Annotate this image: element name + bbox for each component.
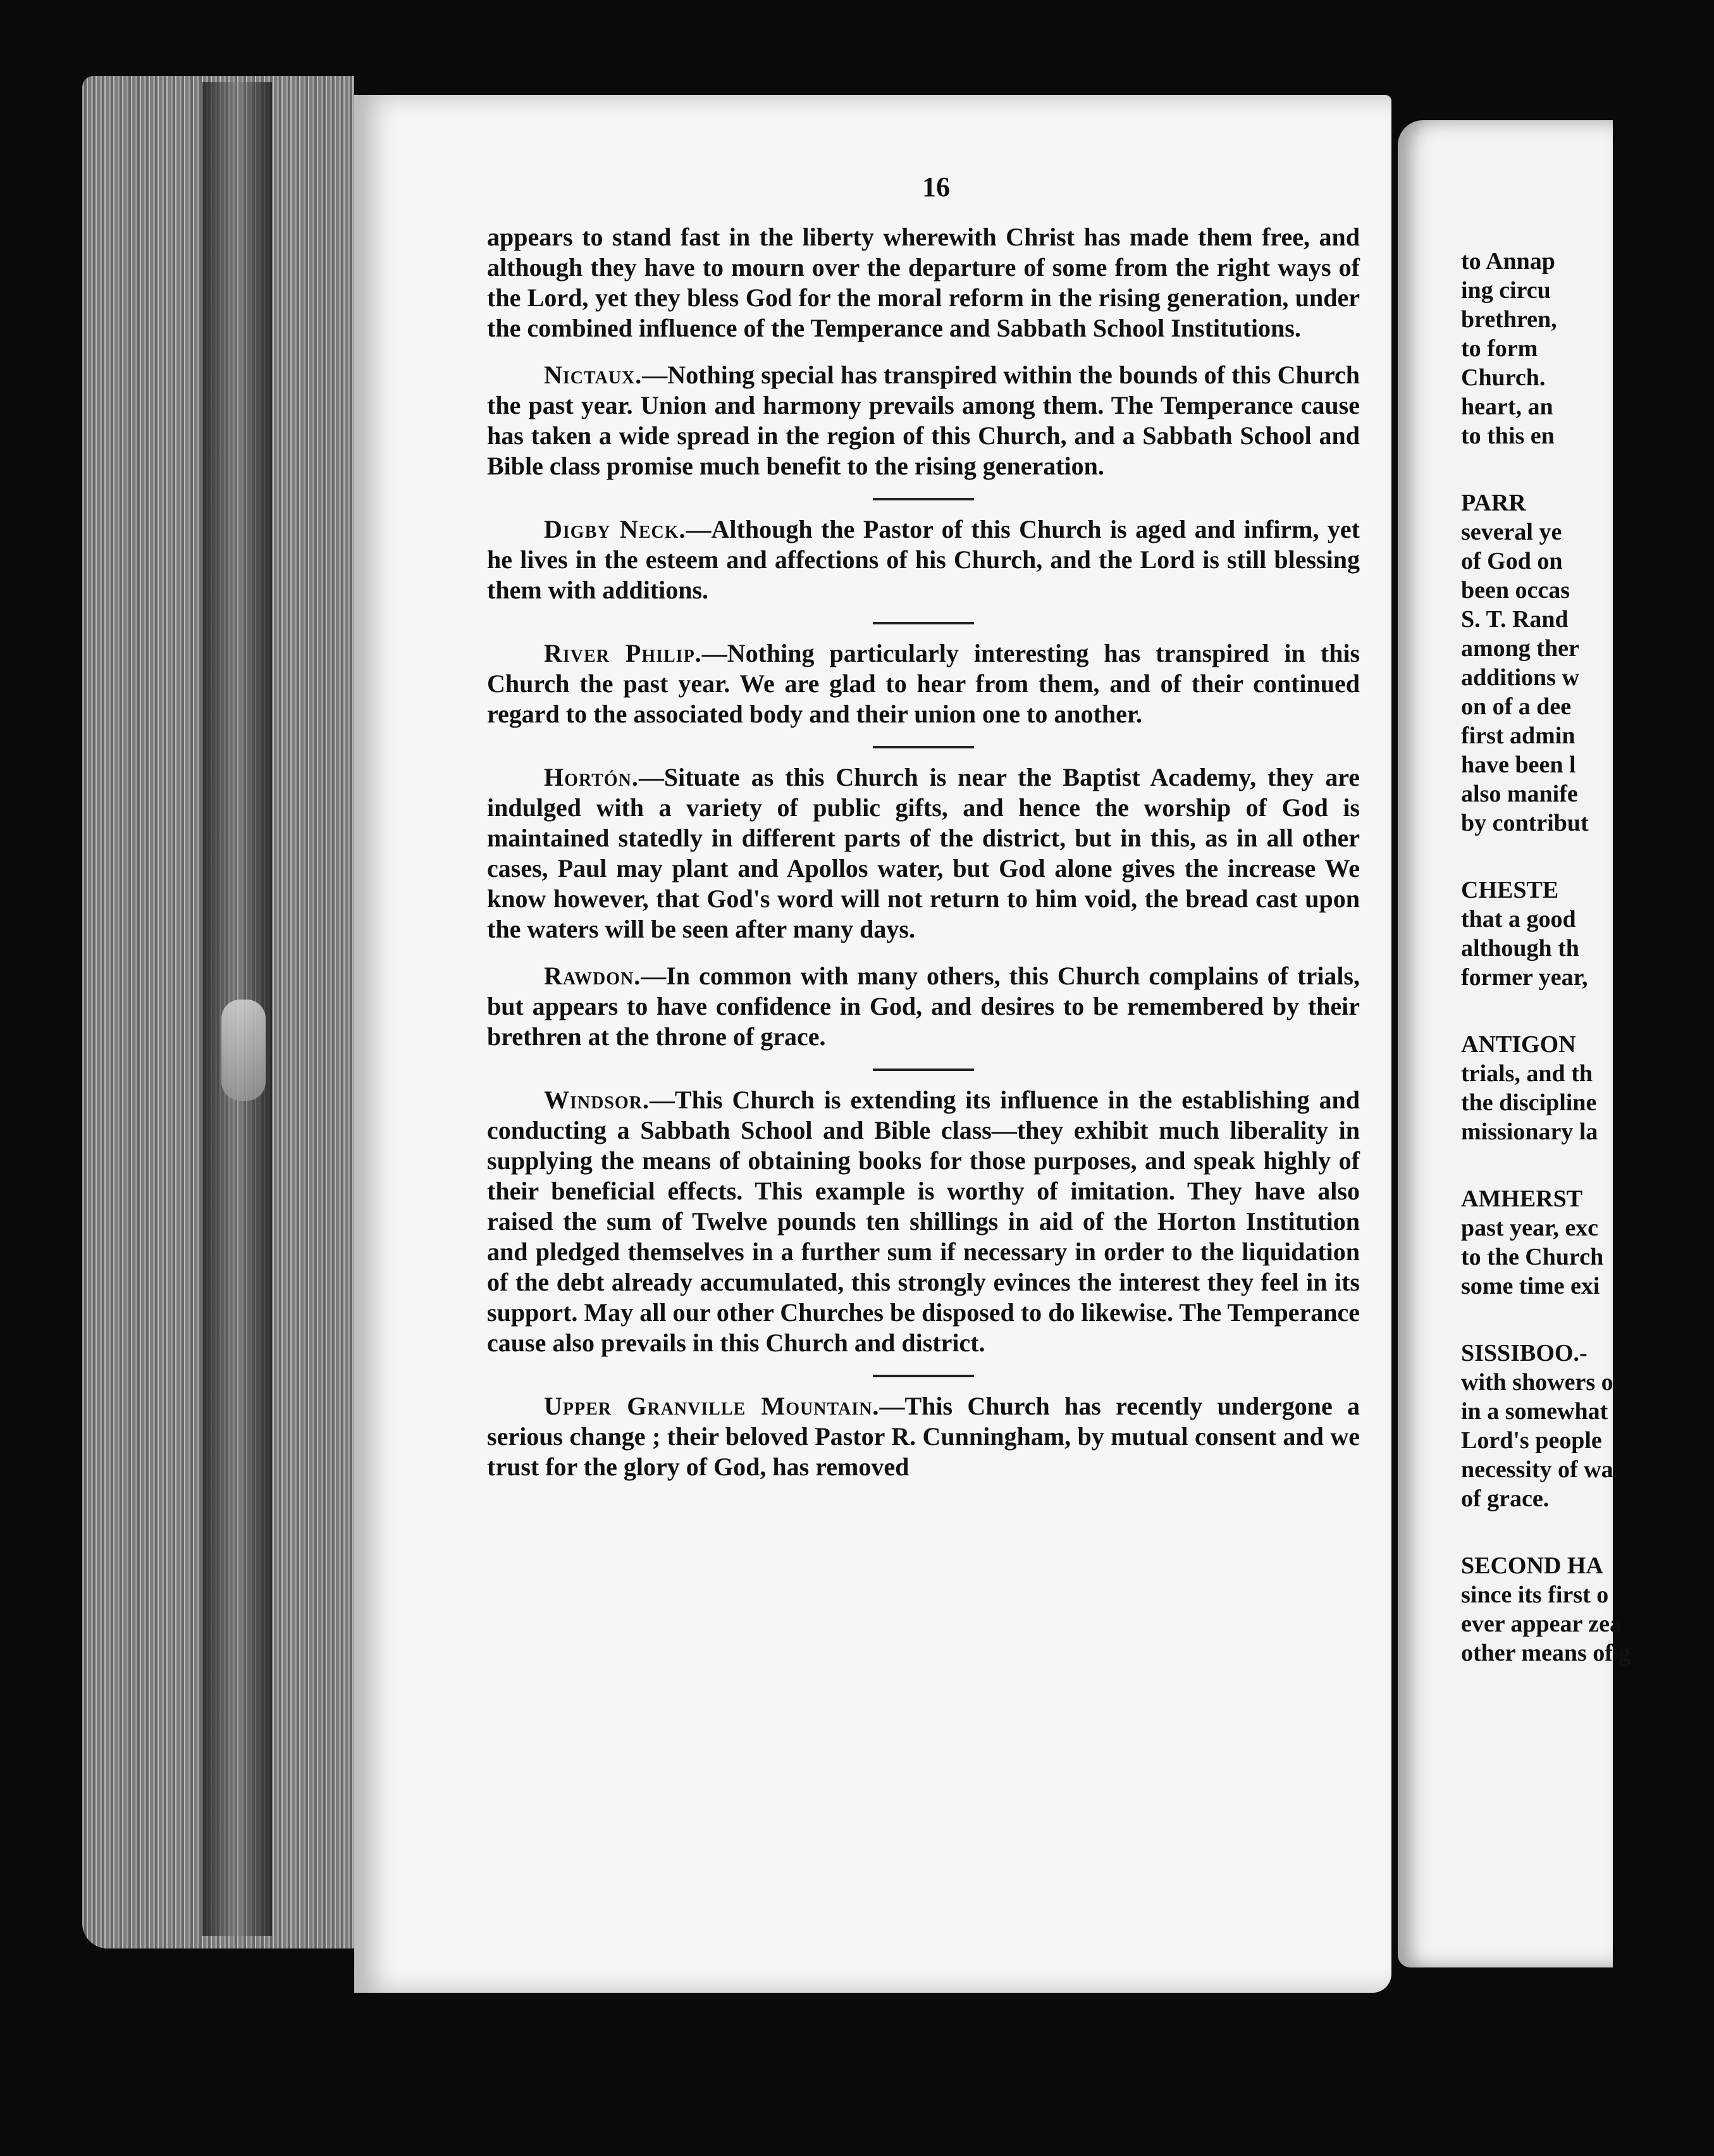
right-page-line: since its first o bbox=[1461, 1582, 1609, 1608]
church-heading: Rawdon. bbox=[544, 962, 641, 990]
right-page-line: to Annap bbox=[1461, 248, 1555, 275]
right-page-line: although th bbox=[1461, 935, 1579, 962]
right-page-line: necessity of wa bbox=[1461, 1456, 1613, 1483]
paragraph-rawdon bbox=[487, 961, 1360, 1052]
section-rule bbox=[873, 746, 974, 748]
right-page-text bbox=[1461, 247, 1714, 1668]
paragraph-gap bbox=[1461, 450, 1714, 488]
paragraph-windsor bbox=[487, 1085, 1360, 1358]
right-page-line: ing circu bbox=[1461, 277, 1551, 304]
right-page-line: several ye bbox=[1461, 519, 1562, 545]
right-page-line: been occas bbox=[1461, 577, 1570, 604]
paragraph-upper-granville bbox=[487, 1391, 1360, 1482]
section-rule bbox=[873, 498, 974, 500]
page-text bbox=[487, 171, 1360, 1499]
right-page-line: some time exi bbox=[1461, 1273, 1600, 1299]
right-page-line: to this en bbox=[1461, 423, 1555, 449]
right-page-line: brethren, bbox=[1461, 306, 1557, 333]
right-page-line: the discipline bbox=[1461, 1089, 1597, 1116]
section-rule bbox=[873, 1375, 974, 1377]
right-page-line: in a somewhat bbox=[1461, 1398, 1608, 1425]
paragraph-digby-neck bbox=[487, 514, 1360, 605]
left-page bbox=[354, 95, 1391, 1993]
paragraph-text: —This Church has recently undergone a serious change ; their beloved Pastor R. Cunningham, by mutual consent and we trust for the glory of God, has removed bbox=[487, 1392, 1360, 1481]
right-page-line: CHESTE bbox=[1461, 877, 1559, 903]
paragraph-gap bbox=[1461, 1146, 1714, 1184]
page-number: 16 bbox=[922, 171, 950, 202]
paragraph-horton bbox=[487, 762, 1360, 945]
right-page-line: Church. bbox=[1461, 364, 1546, 391]
right-page-line: heart, an bbox=[1461, 393, 1553, 420]
paragraph-text: —Although the Pastor of this Church is aged and infirm, yet he lives in the esteem and affections of his Church, and the Lord is still blessing them with additions. bbox=[487, 515, 1360, 604]
paragraph-text: appears to stand fast in the liberty wherewith Christ has made them free, and although they have to mourn over the departure of some from the right ways of the Lord, yet they bless God for the moral reform in the rising generation, under the combined influence of the Temperance and Sabbath School Institutions. bbox=[487, 223, 1360, 342]
right-page-line: by contribut bbox=[1461, 810, 1589, 836]
right-page-line: trials, and th bbox=[1461, 1060, 1593, 1087]
paragraph-gap bbox=[1461, 992, 1714, 1030]
paragraph-gap bbox=[1461, 1301, 1714, 1339]
right-page-line: AMHERST bbox=[1461, 1186, 1583, 1212]
paragraph-text: —In common with many others, this Church complains of trials, but appears to have confidence in God, and desires to be remembered by their brethren at the throne of grace. bbox=[487, 962, 1360, 1051]
right-page-line: ever appear zea bbox=[1461, 1611, 1622, 1637]
right-page-line: with showers o bbox=[1461, 1369, 1613, 1396]
right-page-line: among ther bbox=[1461, 635, 1579, 662]
right-page-line: of God on bbox=[1461, 548, 1563, 574]
right-page-line: to the Church bbox=[1461, 1244, 1604, 1270]
right-page-line: S. T. Rand bbox=[1461, 606, 1569, 633]
paragraph-text: —This Church is extending its influence in the establishing and conducting a Sabbath School and Bible class—they exhibit much liberality in supplying the means of obtaining books for those purposes, and speak highly of their beneficial effects. This example is worthy of imitation. They have also raised the sum of Twelve pounds ten shillings in aid of the Horton Institution and pledged themselves in a further sum if necessary in order to the liquidation of the debt already accumulated, this strongly evinces the interest they feel in its support. May all our other Churches be disposed to do likewise. The Temperance cause also prevails in this Church and district. bbox=[487, 1086, 1360, 1357]
paragraph-nictaux bbox=[487, 360, 1360, 481]
section-rule bbox=[873, 622, 974, 624]
right-page-line: PARR bbox=[1461, 490, 1526, 516]
right-page-line: to form bbox=[1461, 335, 1538, 362]
church-heading: Windsor. bbox=[544, 1086, 650, 1114]
right-page-line: also manife bbox=[1461, 781, 1578, 807]
right-page-line: past year, exc bbox=[1461, 1215, 1599, 1241]
right-page-line: additions w bbox=[1461, 664, 1579, 691]
church-heading: Nictaux. bbox=[544, 361, 643, 389]
right-page-line: missionary la bbox=[1461, 1118, 1598, 1145]
paragraph-text: —Situate as this Church is near the Baptist Academy, they are indulged with a variety of public gifts, and hence the worship of God is maintained statedly in different parts of the district, but in this, as in all other cases, Paul may plant and Apollos water, but God alone gives the increase We know however, that God's word will not return to him void, the bread cast upon the waters will be seen after many days. bbox=[487, 763, 1360, 943]
paragraph-text: —Nothing particularly interesting has transpired in this Church the past year. We are glad to hear from them, and of their continued regard to the associated body and their union one to another. bbox=[487, 639, 1360, 728]
paragraph-gap bbox=[1461, 838, 1714, 876]
church-heading: Digby Neck. bbox=[544, 515, 686, 543]
right-page-line: former year, bbox=[1461, 964, 1588, 991]
paragraph-gap bbox=[1461, 1513, 1714, 1551]
paragraph-river-philip bbox=[487, 638, 1360, 729]
church-heading: Hortón. bbox=[544, 763, 639, 791]
right-page-line: first admin bbox=[1461, 722, 1575, 749]
right-page-line: SECOND HA bbox=[1461, 1552, 1603, 1579]
right-page-line: have been l bbox=[1461, 752, 1576, 778]
right-page-line: ANTIGON bbox=[1461, 1031, 1576, 1058]
right-page-line: of grace. bbox=[1461, 1485, 1550, 1512]
section-rule bbox=[873, 1069, 974, 1071]
right-page-line: Lord's people bbox=[1461, 1427, 1602, 1454]
right-page-line: other means of g bbox=[1461, 1640, 1631, 1666]
page-stain bbox=[221, 1000, 266, 1101]
paragraph-text: —Nothing special has transpired within the bounds of this Church the past year. Union and harmony prevails among them. The Temperance cause has taken a wide spread in the region of this Church, and a Sabbath School and Bible class promise much benefit to the rising generation. bbox=[487, 361, 1360, 480]
church-heading: Upper Granville Mountain. bbox=[544, 1392, 880, 1420]
right-page-line: that a good bbox=[1461, 906, 1576, 932]
paragraph-continuation bbox=[487, 222, 1360, 344]
right-page-line: SISSIBOO.- bbox=[1461, 1340, 1588, 1366]
right-page bbox=[1398, 120, 1631, 1967]
church-heading: River Philip. bbox=[544, 639, 702, 667]
right-page-line: on of a dee bbox=[1461, 693, 1572, 720]
